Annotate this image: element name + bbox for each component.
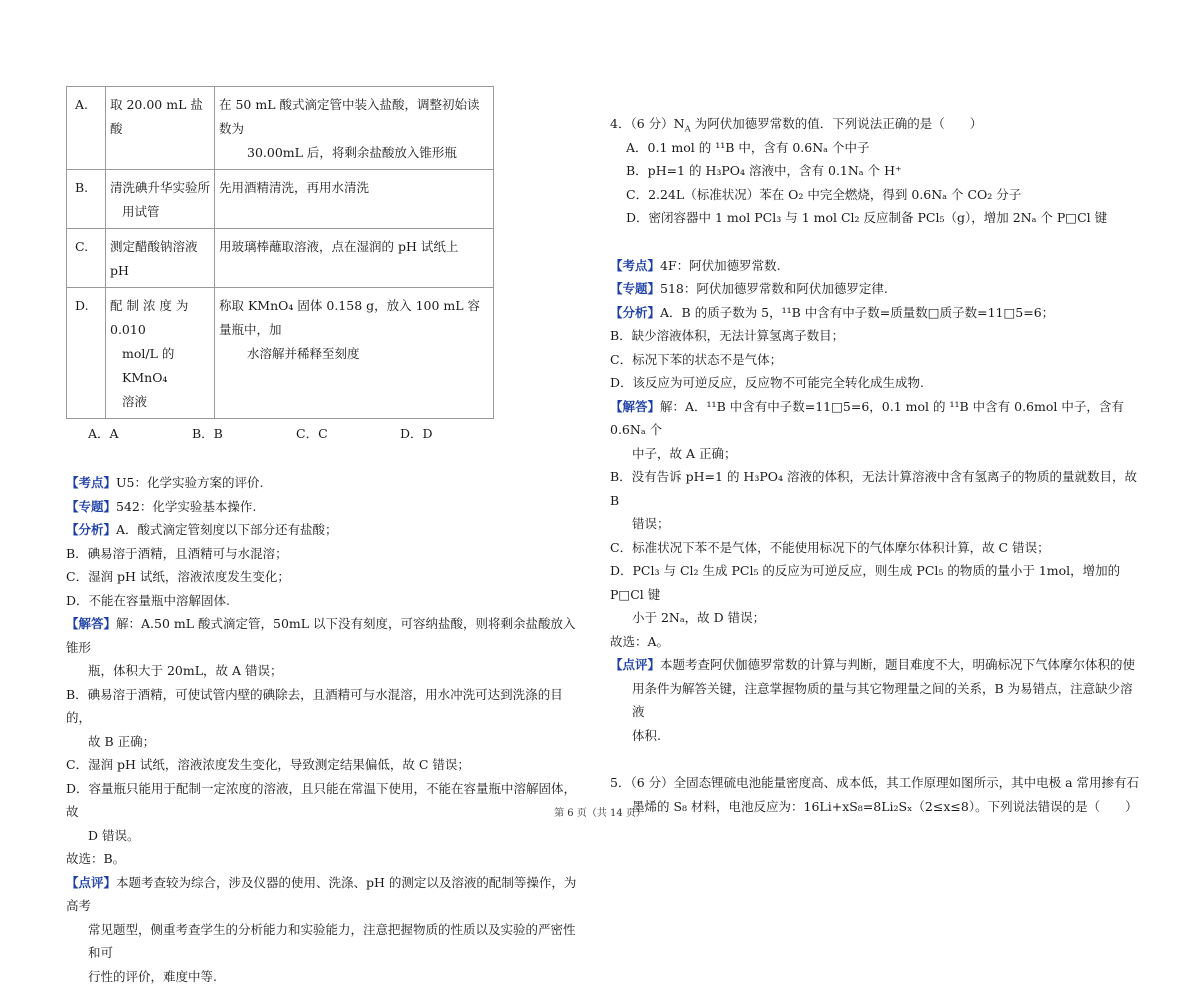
r-fenxi-d: D．该反应为可逆反应，反应物不可能完全转化成生成物. bbox=[610, 371, 1140, 395]
description-text: 水溶解并稀释至刻度 bbox=[219, 342, 489, 366]
row-label: B. bbox=[67, 170, 106, 229]
operation-text: 清洗碘升华实验所 bbox=[110, 176, 210, 200]
q4-option-a: A．0.1 mol 的 ¹¹B 中，含有 0.6Nₐ 个中子 bbox=[610, 136, 1140, 160]
choice-d: D．D bbox=[400, 423, 504, 445]
options-table-row bbox=[67, 170, 494, 229]
description-text: 用玻璃棒蘸取溶液，点在湿润的 pH 试纸上 bbox=[219, 235, 489, 259]
fenxi-c: C．湿润 pH 试纸，溶液浓度发生变化； bbox=[66, 565, 586, 589]
operation-text: 溶液 bbox=[110, 390, 210, 414]
question-4-stem: 4．（6 分）$N_A$ 为阿伏加德罗常数的值．下列说法正确的是（ ） bbox=[610, 112, 1140, 136]
operation-text: 取 20.00 mL 盐酸 bbox=[110, 93, 210, 141]
description-text: 先用酒精清洗，再用水清洗 bbox=[219, 176, 489, 200]
operation-text: 配 制 浓 度 为 0.010 bbox=[110, 294, 210, 342]
operation-text: 测定醋酸钠溶液 pH bbox=[110, 235, 210, 283]
r-dianping-tag: 【点评】 bbox=[610, 657, 660, 672]
operation-text: mol/L 的 KMnO₄ bbox=[110, 342, 210, 390]
question-5-line-2: 墨烯的 S₈ 材料，电池反应为：16Li+xS₈=8Li₂Sₓ（2≤x≤8）。下列说法错误的是（ ） bbox=[610, 795, 1140, 819]
choice-c: C．C bbox=[296, 423, 400, 445]
dianping-line: 【点评】本题考查较为综合，涉及仪器的使用、洗涤、pH 的测定以及溶液的配制等操作，为高考 bbox=[66, 871, 586, 918]
r-dianping-line: 【点评】本题考查阿伏伽德罗常数的计算与判断，题目难度不大，明确标况下气体摩尔体积的使 bbox=[610, 653, 1140, 677]
r-kaodian-tag: 【考点】 bbox=[610, 258, 660, 273]
options-table-row bbox=[67, 229, 494, 288]
r-guxuan-line: 故选：A。 bbox=[610, 630, 1140, 654]
guxuan-line: 故选：B。 bbox=[66, 847, 586, 871]
r-jieda-d2: 小于 2Nₐ，故 D 错误； bbox=[610, 606, 1140, 630]
r-zhuanti-line: 【专题】518：阿伏加德罗常数和阿伏加德罗定律. bbox=[610, 277, 1140, 301]
row-description bbox=[215, 229, 494, 288]
jieda-c: C．湿润 pH 试纸，溶液浓度发生变化，导致测定结果偏低，故 C 错误； bbox=[66, 753, 586, 777]
row-operation bbox=[106, 229, 215, 288]
options-table-row bbox=[67, 87, 494, 170]
fenxi-b: B．碘易溶于酒精，且酒精可与水混溶； bbox=[66, 542, 586, 566]
r-jieda-d1: D．PCl₃ 与 Cl₂ 生成 PCl₅ 的反应为可逆反应，则生成 PCl₅ 的物质的量小于 1mol，增加的 P□Cl 键 bbox=[610, 559, 1140, 606]
r-fenxi-c: C．标况下苯的状态不是气体； bbox=[610, 348, 1140, 372]
r-jieda-line: 【解答】解：A．¹¹B 中含有中子数=11□5=6，0.1 mol 的 ¹¹B 中含有 0.6mol 中子，含有 0.6Nₐ 个 bbox=[610, 395, 1140, 442]
r-jieda-a2: 中子，故 A 正确； bbox=[610, 442, 1140, 466]
dianping-3: 行性的评价，难度中等. bbox=[66, 965, 586, 988]
q4-option-b: B．pH=1 的 H₃PO₄ 溶液中，含有 0.1Nₐ 个 H⁺ bbox=[610, 159, 1140, 183]
jieda-b2: 故 B 正确； bbox=[66, 730, 586, 754]
r-fenxi-tag: 【分析】 bbox=[610, 305, 660, 320]
description-text: 在 50 mL 酸式滴定管中装入盐酸，调整初始读数为 bbox=[219, 93, 489, 141]
r-jieda-b1: B．没有告诉 pH=1 的 H₃PO₄ 溶液的体积，无法计算溶液中含有氢离子的物质的量就数目，故 B bbox=[610, 465, 1140, 512]
jieda-line: 【解答】解：A.50 mL 酸式滴定管，50mL 以下没有刻度，可容纳盐酸，则将剩余盐酸放入锥形 bbox=[66, 612, 586, 659]
description-text: 称取 KMnO₄ 固体 0.158 g，放入 100 mL 容量瓶中，加 bbox=[219, 294, 489, 342]
row-label: C. bbox=[67, 229, 106, 288]
r-jieda-b2: 错误； bbox=[610, 512, 1140, 536]
q4-option-c: C．2.24L（标准状况）苯在 O₂ 中完全燃烧，得到 0.6Nₐ 个 CO₂ 分子 bbox=[610, 183, 1140, 207]
zhuanti-tag: 【专题】 bbox=[66, 499, 116, 514]
row-operation bbox=[106, 87, 215, 170]
jieda-a2: 瓶，体积大于 20mL，故 A 错误； bbox=[66, 659, 586, 683]
row-operation bbox=[106, 288, 215, 419]
options-table-row bbox=[67, 288, 494, 419]
fenxi-tag: 【分析】 bbox=[66, 522, 116, 537]
r-zhuanti-tag: 【专题】 bbox=[610, 281, 660, 296]
fenxi-d: D．不能在容量瓶中溶解固体. bbox=[66, 589, 586, 613]
row-operation bbox=[106, 170, 215, 229]
row-description bbox=[215, 87, 494, 170]
r-jieda-c: C．标准状况下苯不是气体，不能使用标况下的气体摩尔体积计算，故 C 错误； bbox=[610, 536, 1140, 560]
dianping-tag: 【点评】 bbox=[66, 875, 116, 890]
row-description bbox=[215, 170, 494, 229]
r-fenxi-b: B．缺少溶液体积，无法计算氢离子数目； bbox=[610, 324, 1140, 348]
description-text: 30.00mL 后，将剩余盐酸放入锥形瓶 bbox=[219, 141, 489, 165]
row-description bbox=[215, 288, 494, 419]
fenxi-line: 【分析】A．酸式滴定管刻度以下部分还有盐酸； bbox=[66, 518, 586, 542]
choice-b: B．B bbox=[192, 423, 296, 445]
kaodian-line: 【考点】U5：化学实验方案的评价. bbox=[66, 471, 586, 495]
row-label: D. bbox=[67, 288, 106, 419]
operation-text: 用试管 bbox=[110, 200, 210, 224]
r-dianping-3: 体积. bbox=[610, 724, 1140, 748]
kaodian-tag: 【考点】 bbox=[66, 475, 116, 490]
answer-choices bbox=[88, 423, 586, 445]
r-jieda-tag: 【解答】 bbox=[610, 399, 660, 414]
r-kaodian-line: 【考点】4F：阿伏加德罗常数. bbox=[610, 254, 1140, 278]
page-footer: 第 6 页（共 14 页） bbox=[0, 804, 1200, 819]
r-dianping-2: 用条件为解答关键，注意掌握物质的量与其它物理量之间的关系，B 为易错点，注意缺少溶液 bbox=[610, 677, 1140, 724]
q4-option-d: D．密闭容器中 1 mol PCl₃ 与 1 mol Cl₂ 反应制备 PCl₅（g），增加 2Nₐ 个 P□Cl 键 bbox=[610, 206, 1140, 230]
dianping-2: 常见题型，侧重考查学生的分析能力和实验能力，注意把握物质的性质以及实验的严密性和可 bbox=[66, 918, 586, 965]
row-label: A. bbox=[67, 87, 106, 170]
right-column bbox=[610, 112, 1140, 818]
choice-a: A．A bbox=[88, 423, 192, 445]
question-5-line-1: 5．（6 分）全固态锂硫电池能量密度高、成本低，其工作原理如图所示，其中电极 a 常用掺有石 bbox=[610, 771, 1140, 795]
jieda-b1: B．碘易溶于酒精，可使试管内壁的碘除去，且酒精可与水混溶，用水冲洗可达到洗涤的目的， bbox=[66, 683, 586, 730]
jieda-d2: D 错误。 bbox=[66, 824, 586, 848]
left-column bbox=[66, 86, 586, 988]
options-table bbox=[66, 86, 494, 419]
zhuanti-line: 【专题】542：化学实验基本操作. bbox=[66, 495, 586, 519]
r-fenxi-line: 【分析】A．B 的质子数为 5，¹¹B 中含有中子数=质量数□质子数=11□5=6； bbox=[610, 301, 1140, 325]
jieda-d1: D．容量瓶只能用于配制一定浓度的溶液，且只能在常温下使用，不能在容量瓶中溶解固体，故 bbox=[66, 777, 586, 824]
jieda-tag: 【解答】 bbox=[66, 616, 116, 631]
